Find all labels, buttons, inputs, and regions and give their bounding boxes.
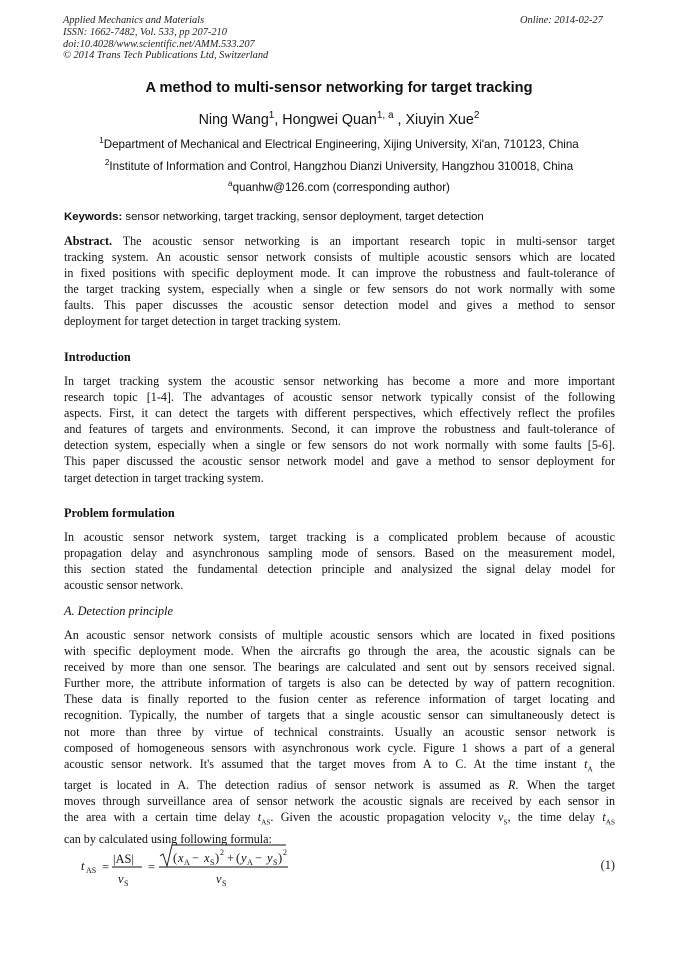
eq-numerator: |AS| — [113, 852, 134, 866]
eq-den-var: v — [118, 872, 124, 886]
math-sub: AS — [261, 818, 271, 827]
eq-xa-sub: A — [184, 858, 190, 867]
author-list: Ning Wang$^1$, Hongwei Quan$^{1, a}$ , Xiuyin Xue$^2$ — [198, 110, 480, 128]
abstract-line: the target tracking system, especially when a single or few sensors do not work normally with some — [64, 282, 615, 297]
affiliation-2-text: Institute of Information and Control, Hangzhou Dianzi University, Hangzhou 310018, China — [109, 160, 574, 173]
author-3-sup: 2 — [473, 110, 480, 121]
eq-lhs-sub: AS — [86, 866, 97, 875]
introduction-body — [64, 373, 615, 486]
detection-line: An acoustic sensor network consists of multiple acoustic sensors which are located in fixed positions — [64, 628, 615, 642]
abstract-line-text: The acoustic sensor networking is an important research topic in multi-sensor target — [122, 234, 615, 248]
detection-line: These data is finally reported to the fusion center as reference information of target locating and — [64, 692, 615, 707]
issn: ISSN: 1662-7482, Vol. 533, pp 207-210 — [63, 26, 227, 38]
intro-line: In target tracking system the acoustic sensor networking has become a more and more important — [64, 374, 615, 388]
math-var: t — [584, 756, 588, 771]
eq-xa: x — [178, 851, 184, 865]
eq-ya: y — [241, 851, 247, 865]
detection-text: . When the target — [515, 778, 615, 793]
eq-ys-sub: S — [273, 858, 278, 867]
corresponding-email — [0, 181, 678, 194]
detection-text: . Given the acoustic propagation velocity — [270, 810, 491, 825]
detection-text: target is located in A. The detection radius of sensor network is assumed as — [64, 778, 500, 793]
author-1: Ning Wang — [198, 112, 269, 128]
eq-ya-sub: A — [247, 858, 253, 867]
detection-text: acoustic sensor network. It's assumed that the target moves from A to C. At the time instant — [64, 756, 577, 771]
detection-line — [64, 809, 615, 831]
eq-minus: − — [255, 851, 263, 865]
copyright: © 2014 Trans Tech Publications Ltd, Switzerland — [63, 50, 269, 62]
math-sub: AS — [605, 818, 616, 827]
online-date: Online: 2014-02-27 — [520, 15, 603, 26]
affiliation-1-text: Department of Mechanical and Electrical Engineering, Xijing University, Xi'an, 710123, China — [103, 138, 579, 151]
detection-line — [64, 777, 615, 793]
problem-line: In acoustic sensor network system, target tracking is a complicated problem because of acoustic — [64, 530, 615, 544]
keywords-label: Keywords: — [64, 211, 123, 223]
math-sub: S — [503, 818, 508, 827]
eq-paren: ( — [173, 851, 178, 865]
eq-den-sub: S — [124, 879, 129, 888]
intro-line: research topic [1-4]. The advantages of acoustic sensor network typically consist of the following — [64, 390, 615, 405]
detection-body — [64, 627, 615, 847]
eq-paren: ) — [215, 851, 220, 865]
math-var: t — [257, 810, 262, 825]
eq-paren: ) — [278, 851, 283, 865]
eq-den-var: v — [216, 872, 222, 886]
abstract-label: Abstract. — [64, 234, 113, 248]
eq-den-sub: S — [222, 879, 227, 888]
problem-line: acoustic sensor network. — [64, 578, 184, 593]
abstract-line: deployment for target detection in target tracking system. — [64, 314, 341, 329]
intro-line: target detection in target tracking system. — [64, 470, 264, 485]
eq-xs: x — [204, 851, 210, 865]
detection-line — [64, 756, 615, 778]
math-sub: A — [587, 765, 593, 774]
intro-line: aspects. First, it can detect the targets with different perspectives, which effectively reflect the profiles — [64, 406, 615, 421]
author-2: Hongwei Quan — [282, 112, 377, 128]
author-2-sup: 1, a — [376, 110, 394, 121]
eq-equals-1: = — [102, 860, 110, 874]
journal-header — [63, 15, 268, 62]
detection-line: received by more than one sensor. The bearings are calculated and sent out by sensors received signal. — [64, 660, 615, 675]
affiliation-1 — [0, 138, 678, 151]
journal-name: Applied Mechanics and Materials — [63, 15, 205, 26]
eq-equals-2: = — [148, 860, 156, 874]
email-text: quanhw@126.com (corresponding author) — [232, 181, 450, 194]
math-var: v — [498, 810, 504, 825]
eq-plus: + — [227, 851, 235, 865]
email-sup: a — [228, 179, 233, 189]
keywords-text: sensor networking, target tracking, sensor deployment, target detection — [125, 211, 484, 223]
intro-line: This paper discussed the acoustic sensor network model and gave a method to sensor deployment for — [64, 454, 615, 469]
abstract — [64, 233, 615, 330]
problem-body — [64, 529, 615, 593]
author-1-sup: 1 — [268, 110, 275, 121]
problem-heading: Problem formulation — [64, 506, 175, 520]
intro-line: detection system, especially when a single or few sensors do not work normally with some faults [5-6]. — [64, 438, 615, 453]
doi: doi:10.4028/www.scientific.net/AMM.533.207 — [63, 38, 255, 50]
affiliation-1-sup: 1 — [99, 136, 104, 146]
detection-text: the area with a certain time delay — [64, 810, 251, 825]
problem-line: this section stated the fundamental detection principle and analysized the signal delay model for — [64, 562, 615, 577]
eq-minus: − — [192, 851, 200, 865]
intro-line: and features of targets and environments. Second, it can improve the robustness and fault-tolerance of — [64, 422, 615, 437]
abstract-line: in fixed positions with specific deployment mode. It can improve the robustness and fault-tolerance of — [64, 266, 615, 281]
math-var: t — [602, 810, 606, 825]
problem-line: propagation delay and asynchronous sampling mode of sensors. Based on the measurement model, — [64, 546, 615, 561]
detection-line: can by calculated using following formula: — [64, 831, 272, 846]
math-var: R — [508, 778, 516, 793]
keywords — [64, 211, 624, 223]
equation-1 — [64, 842, 615, 888]
detection-line: with specific deployment mode. When the aircrafts go through the area, the acoustic signals can be — [64, 644, 615, 659]
detection-text: , the time delay — [507, 810, 596, 825]
eq-exp: 2 — [220, 848, 224, 857]
detection-line: moves through surveillance area of sensor network the acoustic signals are received by each sensor in — [64, 794, 615, 809]
detection-heading: A. Detection principle — [64, 604, 173, 618]
detection-line: recognition. Typically, the number of targets that a single acoustic sensor can simultaneously detect is — [64, 708, 615, 723]
paper-title: A method to multi-sensor networking for target tracking — [145, 80, 533, 96]
equation-number: (1) — [600, 858, 615, 872]
affiliation-2 — [0, 160, 678, 173]
detection-line: Further more, the attribute information of targets is also can be detected by way of pattern recognition. — [64, 676, 615, 691]
detection-line: composed of homogeneous sensors with asynchronous work cycle. Figure 1 shows a part of a general — [64, 740, 615, 755]
detection-line: not more than three by virtue of technical constraints. Usually an acoustic sensor network is — [64, 724, 615, 739]
abstract-line: tracking system. An acoustic sensor network consists of multiple acoustic sensors which are located — [64, 250, 615, 265]
eq-xs-sub: S — [210, 858, 215, 867]
eq-exp: 2 — [283, 848, 287, 857]
introduction-heading: Introduction — [64, 350, 131, 364]
eq-ys: y — [267, 851, 273, 865]
abstract-line — [64, 233, 615, 249]
eq-paren: ( — [236, 851, 241, 865]
abstract-line: faults. This paper discusses the acoustic sensor detection model and gives a method to sensor — [64, 298, 615, 313]
detection-text: the — [600, 756, 616, 771]
author-3: Xiuyin Xue — [405, 112, 474, 128]
eq-lhs-var: t — [81, 859, 85, 873]
affiliation-2-sup: 2 — [104, 158, 110, 168]
